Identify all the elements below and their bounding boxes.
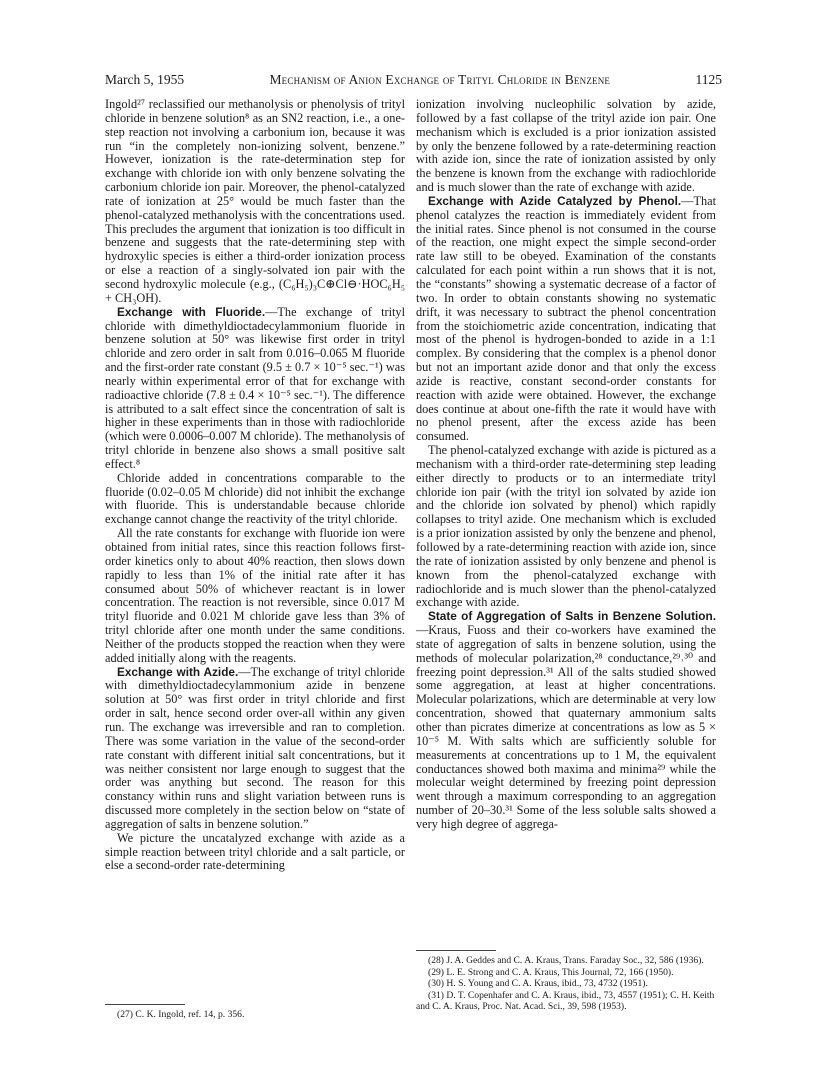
paragraph-ionization: ionization involving nucleophilic solvation by azide, followed by a fast collapse of the trityl azide ion pair. One mechanism which is excluded is a prior ionization assisted by only the benzene followed by a rate-determining reaction with azide ion, since the rate of ionization assisted by only the benzene is known from the exchange with radiochloride and is much slower than the rate of exchange with azide. <box>416 97 716 195</box>
paragraph-chloride-added: Chloride added in concentrations comparable to the fluoride (0.02–0.05 M chloride) did not inhibit the exchange with fluoride. This is understandable because chloride exchange cannot change the reactivity of the trityl chloride. <box>105 470 405 527</box>
page-number: 1125 <box>695 72 722 87</box>
paragraph-ingold: Ingold²⁷ reclassified our methanolysis or phenolysis of trityl chloride in benzene solution⁸ as an SN2 reaction, i.e., a one-step reaction not involving a carbonium ion, because it was run “in the completely non-ionizing solvent, benzene.” However, ionization is the rate-determination step for exchange with chloride ion with only benzene solvating the carbonium chloride ion pair. Moreover, the phenol-catalyzed rate of ionization at 25° would be much faster than the phenol-catalyzed methanolysis with the concentrations used. This precludes the argument that ionization is too difficult in benzene and suggests that the rate-determining step with hydroxylic species is either a third-order ionization process or else a reaction of a singly-solvated ion pair with the second hydroxylic molecule (e.g., (C₆H₅)₃C⊕Cl⊖·HOC₆H₅ + CH₃OH). <box>105 97 405 305</box>
fluoride-text: —The exchange of trityl chloride with dimethyldioctadecylammonium fluoride in benzene solution at 50° was likewise first order in trityl chloride and zero order in salt from 0.016–0.065 M fluoride and the first-order rate constant (9.5 ± 0.7 × 10⁻⁵ sec.⁻¹) was nearly within experimental error of that for exchange with radioactive chloride (7.8 ± 0.4 × 10⁻⁵ sec.⁻¹). The difference is attributed to a salt effect since the concentration of salt is higher in these experiments than in those with radiochloride (which were 0.0006–0.007 M chloride). The methanolysis of trityl chloride in benzene also shows a small positive salt effect.⁸ <box>105 304 405 471</box>
paragraph-uncatalyzed: We picture the uncatalyzed exchange with azide as a simple reaction between trityl chloride and a salt particle, or else a second-order rate-determining <box>105 830 405 873</box>
paragraph-fluoride <box>105 306 405 472</box>
footnote-30: (30) H. S. Young and C. A. Kraus, ibid., 73, 4732 (1951). <box>428 978 648 989</box>
footnote-divider <box>105 1004 185 1005</box>
footnote-27: (27) C. K. Ingold, ref. 14, p. 356. <box>117 1009 245 1020</box>
section-heading-phenol: Exchange with Azide Catalyzed by Phenol. <box>428 193 682 208</box>
running-head <box>105 72 722 88</box>
paragraph-rate-constants: All the rate constants for exchange with fluoride ion were obtained from initial rates, since this reaction follows first-order kinetics only to about 40% reaction, then slows down rapidly to less than 1% of the initial rate after it has consumed about 50% of whichever reactant is in lower concentration. The reaction is not reversible, since 0.017 M trityl fluoride and 0.021 M chloride gave less than 3% of trityl chloride after one month under the same conditions. Neither of the products stopped the reaction when they were added initially along with the reagents. <box>105 526 405 665</box>
aggregation-text: —Kraus, Fuoss and their co-workers have examined the state of aggregation of salts in benzene solution, using the methods of molecular polarization,²⁸ conductance,²⁹˒³⁰ and freezing point depression.³¹ All of the salts studied showed some aggregation, at least at higher concentrations. Molecular polarizations, which are determinable at very low concentration, showed that quaternary ammonium salts other than picrates dimerize at concentrations as low as 5 × 10⁻⁵ M. With salts which are sufficiently soluble for measurements at concentrations up to 1 M, the equivalent conductances showed both maxima and minima²⁹ while the molecular weight determined by freezing point depression went through a maximum corresponding to an aggregation number of 20–30.³¹ Some of the less soluble salts showed a very high degree of aggrega- <box>416 623 716 831</box>
footnote-divider <box>416 950 496 951</box>
paragraph-azide <box>105 666 405 832</box>
footnote-29: (29) L. E. Strong and C. A. Kraus, This Journal, 72, 166 (1950). <box>428 966 674 978</box>
footnotes-right <box>416 946 716 1013</box>
section-heading-fluoride: Exchange with Fluoride. <box>117 304 266 319</box>
paragraph-aggregation <box>416 610 716 832</box>
section-heading-azide: Exchange with Azide. <box>117 664 239 679</box>
azide-text: —The exchange of trityl chloride with dimethyldioctadecylammonium azide in benzene solution at 50° was first order in trityl chloride and first order in salt, hence second order over-all within any given run. The exchange was irreversible and ran to completion. There was some variation in the value of the second-order rate constant with different initial salt concentrations, but it was neither consistent nor large enough to suggest that the order was anything but second. The reason for this constancy within runs and slight variation between runs is discussed more completely in the section below on “state of aggregation of salts in benzene solution.” <box>105 664 405 831</box>
paragraph-phenol-catalyzed: The phenol-catalyzed exchange with azide is pictured as a mechanism with a third-order rate-determining step leading either directly to products or to an intermediate trityl chloride ion pair (with the trityl ion solvated by azide ion and the chloride ion solvated by phenol) which rapidly collapses to trityl azide. One mechanism which is excluded is a prior ionization assisted by only the benzene and phenol, followed by a rate-determining reaction with azide ion, since the rate of ionization assisted by only benzene and phenol is known from the phenol-catalyzed exchange with radiochloride and is much slower than the phenol-catalyzed exchange with azide. <box>416 443 716 610</box>
section-heading-aggregation: State of Aggregation of Salts in Benzene Solution. <box>428 609 716 624</box>
left-column <box>105 98 405 873</box>
phenol-text: —That phenol catalyzes the reaction is immediately evident from the initial rates. Since phenol is not consumed in the course of the reaction, one might expect the simple second-order rate law still to be obeyed. Examination of the constants calculated for each point within a run shows that it is not, the “constants” showing a systematic decrease of a factor of two. In order to obtain constants showing no systematic drift, it was necessary to subtract the phenol concentration from the stoichiometric azide concentration, indicating that most of the phenol is hydrogen-bonded to azide in a 1:1 complex. By considering that the complex is a phenol donor but not an important azide donor and that only the excess azide is reactive, constant second-order constants for reaction with azide were obtained. However, the exchange does continue at about one-fifth the rate it would have with no phenol present, after the excess azide has been consumed. <box>416 193 716 444</box>
right-column <box>416 98 716 832</box>
paragraph-phenol <box>416 195 716 444</box>
issue-date: March 5, 1955 <box>105 72 185 87</box>
running-title: Mechanism of Anion Exchange of Trityl Chloride in Benzene <box>269 72 611 87</box>
footnote-28: (28) J. A. Geddes and C. A. Kraus, Trans. Faraday Soc., 32, 586 (1936). <box>428 955 704 966</box>
footnote-31: (31) D. T. Copenhafer and C. A. Kraus, ibid., 73, 4557 (1951); C. H. Keith and C. A. Kraus, Proc. Nat. Acad. Sci., 39, 598 (1953). <box>416 989 715 1012</box>
footnotes-left <box>105 1000 405 1021</box>
